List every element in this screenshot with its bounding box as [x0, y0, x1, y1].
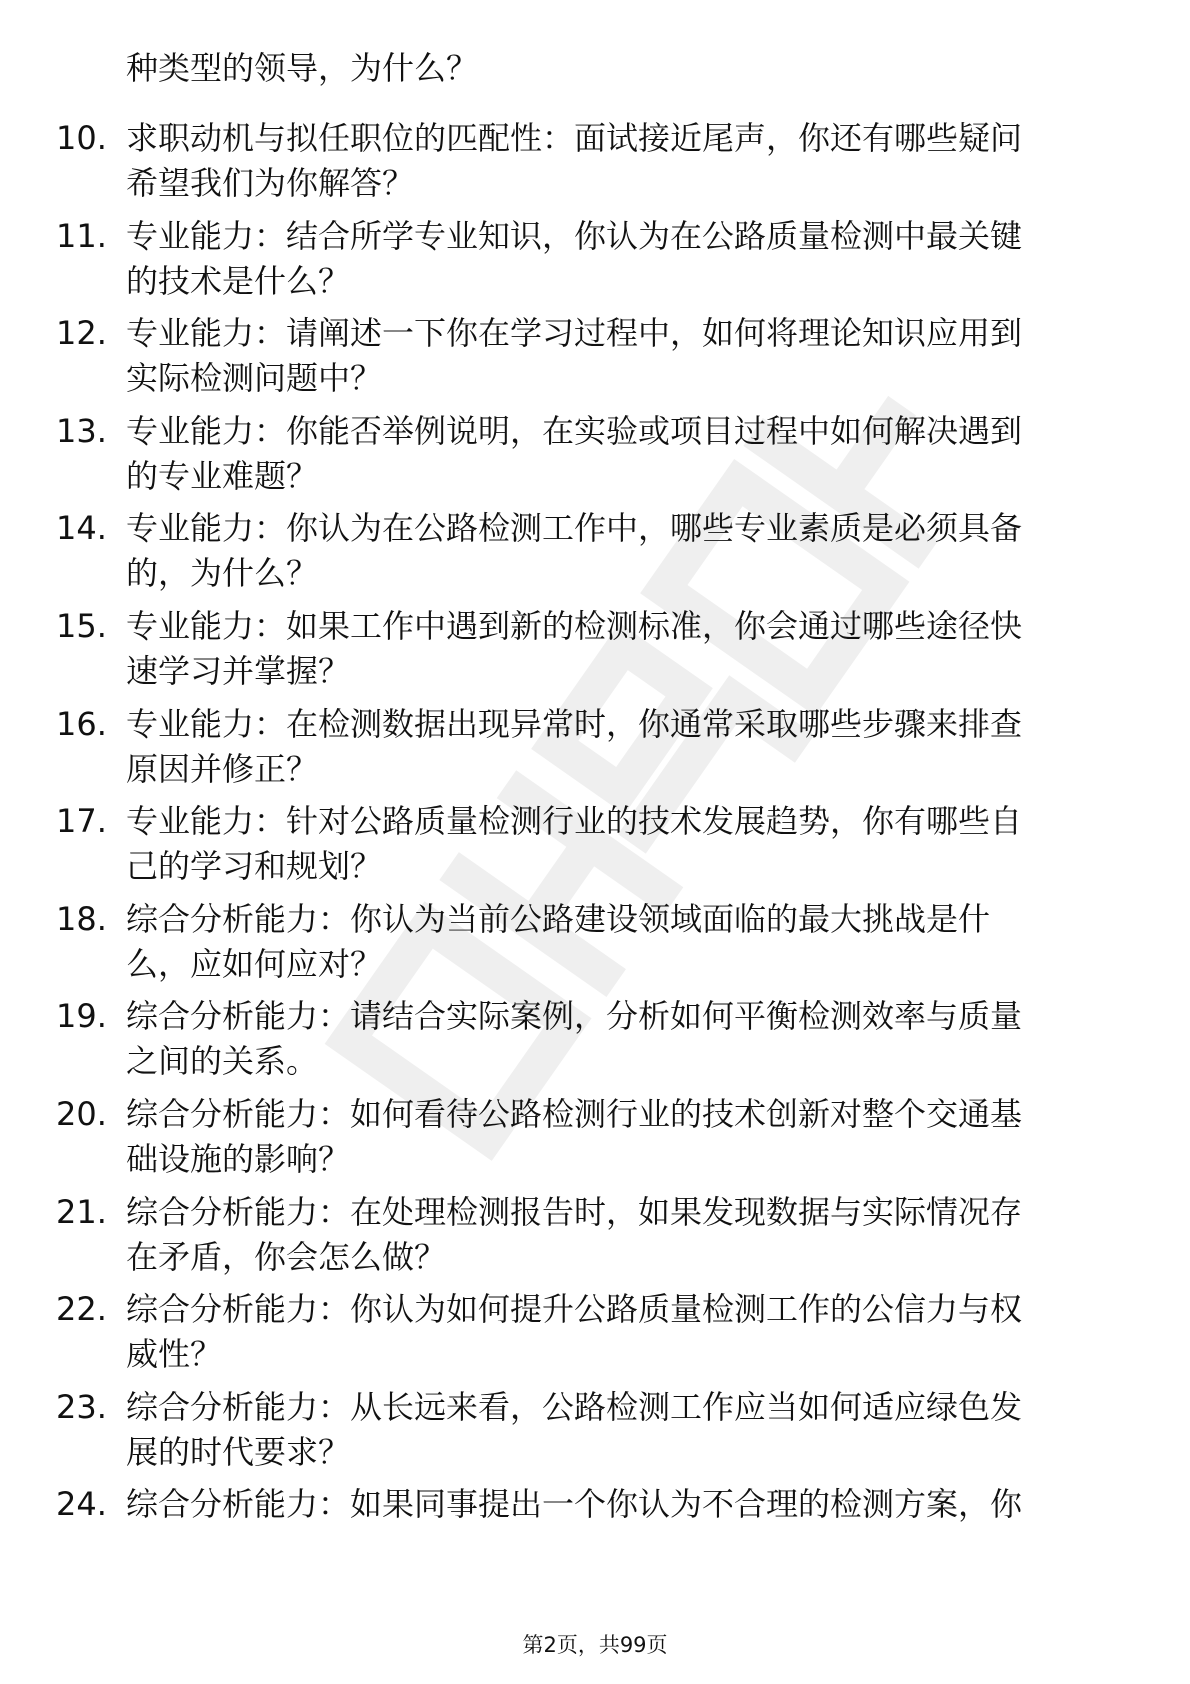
question-list — [0, 110, 1190, 1574]
question-text-line: 的技术是什么？ — [126, 261, 351, 300]
question-number: 23. — [56, 1387, 107, 1426]
question-text-line: 综合分析能力：在处理检测报告时，如果发现数据与实际情况存 — [126, 1192, 1023, 1231]
question-text-line: 综合分析能力：从长远来看，公路检测工作应当如何适应绿色发 — [126, 1387, 1023, 1426]
question-text — [126, 604, 1106, 694]
question-text-line: 求职动机与拟任职位的匹配性：面试接近尾声，你还有哪些疑问 — [126, 119, 1023, 157]
question-number: 12. — [56, 314, 107, 353]
question-number: 18. — [56, 899, 107, 938]
question-text-line: 专业能力：请阐述一下你在学习过程中，如何将理论知识应用到 — [126, 314, 1023, 353]
question-item — [0, 598, 1190, 696]
question-text — [126, 311, 1106, 401]
question-text-line: 综合分析能力：如何看待公路检测行业的技术创新对整个交通基 — [126, 1094, 1023, 1133]
question-item — [0, 208, 1190, 306]
question-number: 16. — [56, 704, 107, 743]
question-text-line: 专业能力：你认为在公路检测工作中，哪些专业素质是必须具备 — [126, 509, 1023, 548]
question-text-line: 综合分析能力：请结合实际案例，分析如何平衡检测效率与质量 — [126, 997, 1023, 1036]
question-text — [126, 702, 1106, 792]
question-item — [0, 1086, 1190, 1184]
question-text — [126, 1092, 1106, 1182]
question-text — [126, 1287, 1106, 1377]
question-text-line: 希望我们为你解答？ — [126, 164, 415, 202]
question-number: 13. — [56, 411, 107, 450]
question-item — [0, 305, 1190, 403]
question-number: 15. — [56, 606, 107, 645]
question-number: 19. — [56, 997, 107, 1036]
question-number: 20. — [56, 1094, 107, 1133]
question-text-line: 专业能力：结合所学专业知识，你认为在公路质量检测中最关键 — [126, 216, 1023, 255]
question-number: 10. — [56, 119, 107, 157]
question-text-line: 专业能力：如果工作中遇到新的检测标准，你会通过哪些途径快 — [126, 606, 1023, 645]
question-text — [126, 214, 1106, 304]
question-item — [0, 403, 1190, 501]
question-item — [0, 793, 1190, 891]
question-text — [126, 799, 1106, 889]
question-text-line: 的专业难题？ — [126, 456, 319, 495]
question-item — [0, 1476, 1190, 1574]
question-number: 14. — [56, 509, 107, 548]
question-text-line: 在矛盾，你会怎么做？ — [126, 1237, 447, 1276]
question-item — [0, 1281, 1190, 1379]
question-text-line: 么，应如何应对？ — [126, 944, 383, 983]
question-text — [126, 116, 1106, 206]
question-text-line: 专业能力：针对公路质量检测行业的技术发展趋势，你有哪些自 — [126, 802, 1023, 841]
question-number: 11. — [56, 216, 107, 255]
question-text-line: 展的时代要求？ — [126, 1432, 351, 1471]
question-text — [126, 1190, 1106, 1280]
question-text-line: 实际检测问题中？ — [126, 359, 383, 398]
question-text-line: 速学习并掌握？ — [126, 651, 351, 690]
question-item — [0, 1184, 1190, 1282]
question-item — [0, 988, 1190, 1086]
question-text-line: 专业能力：你能否举例说明，在实验或项目过程中如何解决遇到 — [126, 411, 1023, 450]
question-number: 22. — [56, 1290, 107, 1329]
question-item — [0, 891, 1190, 989]
question-text — [126, 994, 1106, 1084]
question-item — [0, 110, 1190, 208]
question-text — [126, 1482, 1106, 1527]
continued-question-text: 种类型的领导，为什么？ — [126, 49, 479, 87]
question-text — [126, 409, 1106, 499]
question-text — [126, 1385, 1106, 1475]
question-text-line: 的，为什么？ — [126, 554, 319, 593]
question-text-line: 专业能力：在检测数据出现异常时，你通常采取哪些步骤来排查 — [126, 704, 1023, 743]
question-text-line: 础设施的影响？ — [126, 1139, 351, 1178]
question-text-line: 综合分析能力：你认为当前公路建设领域面临的最大挑战是什 — [126, 899, 991, 938]
question-text-line: 己的学习和规划？ — [126, 847, 383, 886]
question-text-line: 之间的关系。 — [126, 1042, 319, 1081]
page-footer: 第2页，共99页 — [522, 1633, 668, 1657]
question-text — [126, 506, 1106, 596]
question-number: 21. — [56, 1192, 107, 1231]
question-text — [126, 897, 1106, 987]
question-number: 24. — [56, 1485, 107, 1524]
question-number: 17. — [56, 802, 107, 841]
question-item — [0, 1379, 1190, 1477]
question-item — [0, 696, 1190, 794]
question-text-line: 威性？ — [126, 1335, 223, 1374]
question-text-line: 综合分析能力：你认为如何提升公路质量检测工作的公信力与权 — [126, 1290, 1023, 1329]
question-text-line: 原因并修正？ — [126, 749, 319, 788]
question-item — [0, 500, 1190, 598]
question-text-line: 综合分析能力：如果同事提出一个你认为不合理的检测方案，你 — [126, 1485, 1023, 1524]
